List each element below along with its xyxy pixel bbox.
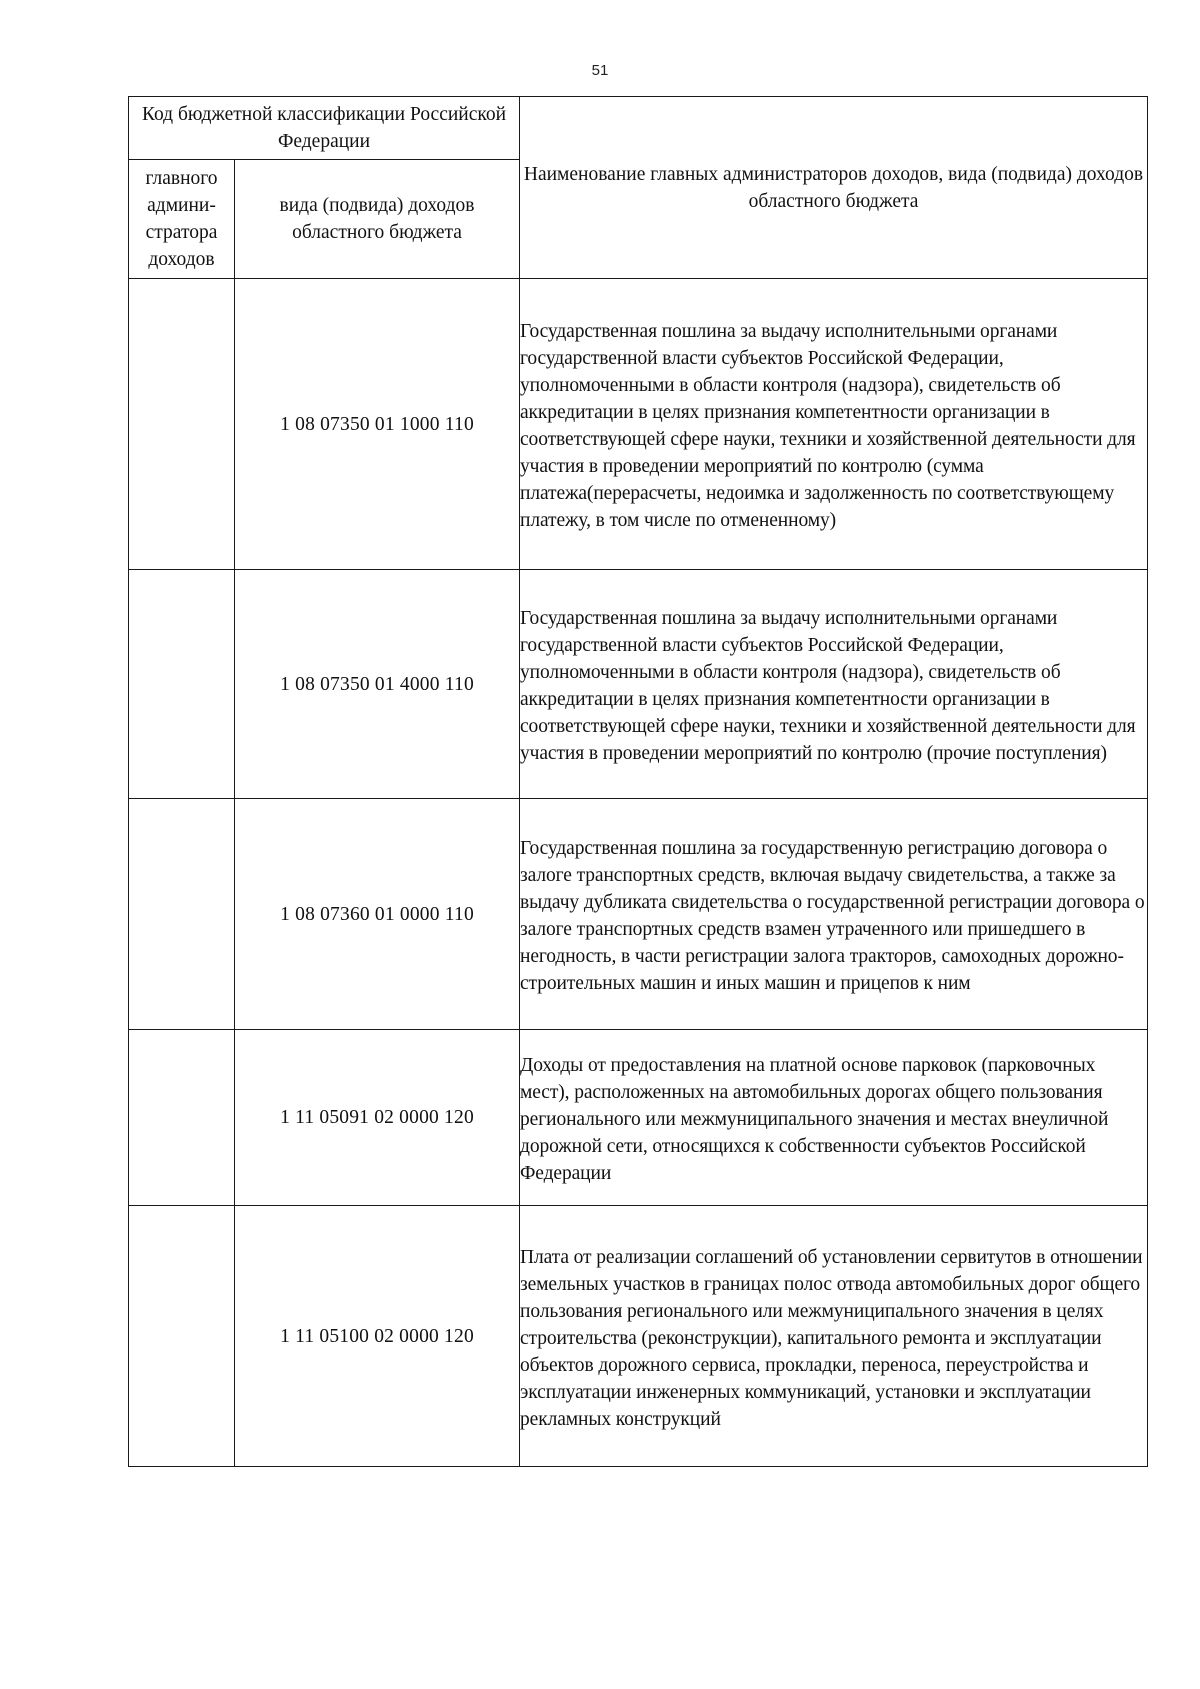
admin-code-cell bbox=[129, 799, 235, 1030]
revenue-name-cell bbox=[520, 1030, 1148, 1206]
header-budget-classification-code: Код бюджетной классификации Российской Федерации bbox=[129, 97, 520, 160]
revenue-name-text: Доходы от предоставления на платной основе парковок (парковочных мест), расположенных на автомобильных дорогах общего пользования регионального или межмуниципального значения и местах внеуличной дорожной сети, относящихся к собственности субъектов Российской Федерации bbox=[520, 1055, 1109, 1184]
table-row bbox=[129, 799, 1148, 1030]
admin-code-cell bbox=[129, 279, 235, 570]
revenue-name-text: Государственная пошлина за выдачу исполнительными органами государственной власти субъектов Российской Федерации, уполномоченными в области контроля (надзора), свидетельств об аккредитации в целях признания компетентности организации в соответствующей сфере науки, техники и хозяйственной деятельности для участия в проведении мероприятий по контролю (сумма платежа(перерасчеты, недоимка и задолженность по соответствующему платежу, в том числе по отмененному) bbox=[520, 321, 1136, 531]
header-main-administrator: главного админи-стратора доходов bbox=[129, 160, 235, 279]
revenue-name-cell bbox=[520, 570, 1148, 799]
table-row bbox=[129, 279, 1148, 570]
revenue-name-cell bbox=[520, 799, 1148, 1030]
header-administrator-name: Наименование главных администраторов доходов, вида (подвида) доходов областного бюджета bbox=[520, 97, 1148, 279]
admin-code-cell bbox=[129, 1030, 235, 1206]
revenue-code-cell: 1 11 05091 02 0000 120 bbox=[235, 1030, 520, 1206]
revenue-name-text: Государственная пошлина за государственную регистрацию договора о залоге транспортных средств, включая выдачу свидетельства, а также за выдачу дубликата свидетельства о государственной регистрации договора о залоге транспортных средств взамен утраченного или пришедшего в негодность, в части регистрации залога тракторов, самоходных дорожно-строительных машин и иных машин и прицепов к ним bbox=[520, 838, 1145, 994]
table-row bbox=[129, 1030, 1148, 1206]
revenue-name-text: Плата от реализации соглашений об установлении сервитутов в отношении земельных участков в границах полос отвода автомобильных дорог общего пользования регионального или межмуниципального значения в целях строительства (реконструкции), капитального ремонта и эксплуатации объектов дорожного сервиса, прокладки, переноса, переустройства и эксплуатации инженерных коммуникаций, установки и эксплуатации рекламных конструкций bbox=[520, 1246, 1143, 1430]
revenue-code-cell: 1 11 05100 02 0000 120 bbox=[235, 1206, 520, 1467]
revenue-name-cell bbox=[520, 1206, 1148, 1467]
budget-classification-table bbox=[128, 96, 1148, 1467]
revenue-code-cell: 1 08 07350 01 4000 110 bbox=[235, 570, 520, 799]
revenue-name-cell bbox=[520, 279, 1148, 570]
revenue-code-cell: 1 08 07350 01 1000 110 bbox=[235, 279, 520, 570]
admin-code-cell bbox=[129, 570, 235, 799]
table-row bbox=[129, 1206, 1148, 1467]
table-row bbox=[129, 570, 1148, 799]
page-number: 51 bbox=[591, 62, 609, 79]
admin-code-cell bbox=[129, 1206, 235, 1467]
revenue-name-text: Государственная пошлина за выдачу исполнительными органами государственной власти субъектов Российской Федерации, уполномоченными в области контроля (надзора), свидетельств об аккредитации в целях признания компетентности организации в соответствующей сфере науки, техники и хозяйственной деятельности для участия в проведении мероприятий по контролю (прочие поступления) bbox=[520, 608, 1136, 764]
revenue-code-cell: 1 08 07360 01 0000 110 bbox=[235, 799, 520, 1030]
header-revenue-type-code: вида (подвида) доходов областного бюджета bbox=[235, 160, 520, 279]
